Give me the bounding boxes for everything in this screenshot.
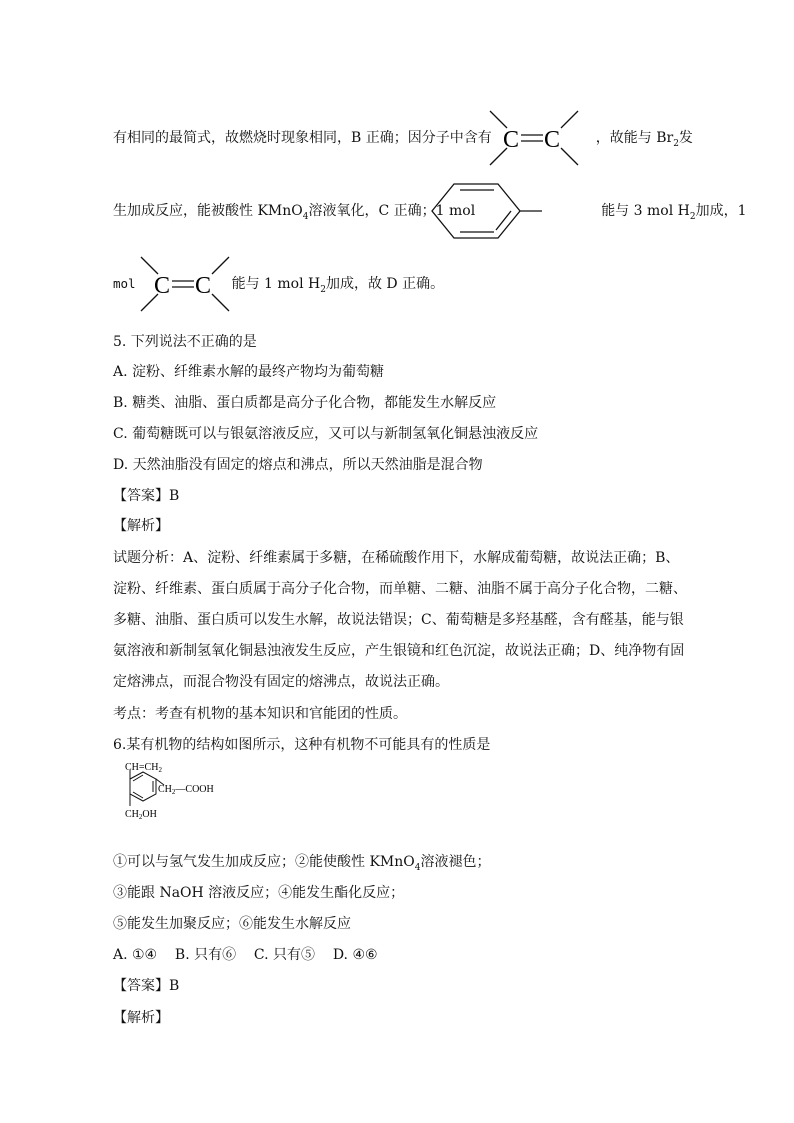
line2-sub-c: 2 [689, 211, 696, 222]
alkene1-carbon-left: C [503, 127, 520, 153]
q5-analysis-line-1: 试题分析：A、淀粉、纤维素属于多糖，在稀硫酸作用下，水解成葡萄糖，故说法正确；B、 [113, 550, 680, 566]
q6-struct-bottom-tail: OH [142, 809, 157, 820]
q5-option-c: C. 葡萄糖既可以与银氨溶液反应，又可以与新制氢氧化铜悬浊液反应 [113, 426, 539, 442]
svg-text:CH2—COOH [158, 784, 214, 796]
text-line-1 [113, 128, 693, 154]
q6-struct-right-tail: —COOH [175, 784, 214, 795]
q5-option-a: A. 淀粉、纤维素水解的最终产物均为葡萄糖 [113, 364, 385, 380]
line2-text-a: 生加成反应，能被酸性 KMnO [113, 203, 303, 219]
line1-text-b: ，故能与 Br [595, 130, 674, 146]
line1-text-c: 发 [678, 130, 693, 146]
line2-sub-a: 4 [302, 211, 309, 222]
line3-text-b: 能与 1 mol H [231, 276, 321, 292]
q6-answer: 【答案】B [113, 978, 180, 994]
line3-text-a: mol [113, 276, 136, 291]
line1-sub: 2 [673, 138, 679, 149]
line3-text-c: 加成，故 D 正确。 [325, 276, 445, 292]
q5-analysis-line-3: 多糖、油脂、蛋白质可以发生水解，故说法错误；C、葡萄糖是多羟基醛，含有醛基，能与银 [113, 612, 684, 628]
q5-analysis-line-5: 定熔沸点，而混合物没有固定的熔沸点，故说法正确。 [113, 674, 449, 690]
line1-text-a: 有相同的最简式，故燃烧时现象相同，B 正确；因分子中含有 [113, 130, 492, 146]
q6-props1-sub: 4 [414, 862, 421, 873]
q6-props1-b: 溶液褪色； [420, 854, 491, 870]
q6-struct-right-label: CH [158, 784, 172, 795]
line2-text-b: 溶液氧化，C 正确；1 mol [308, 203, 476, 219]
q6-options: A. ①④ B. 只有⑥ C. 只有⑤ D. ④⑥ [113, 947, 378, 963]
q5-analysis-head: 【解析】 [113, 518, 169, 534]
line2-text-c: 能与 3 mol H [601, 203, 690, 219]
q5-analysis-line-2: 淀粉、纤维素、蛋白质属于高分子化合物，而单糖、二糖、油脂不属于高分子化合物，二糖、 [113, 581, 687, 597]
q5-analysis-line-4: 氨溶液和新制氢氧化铜悬浊液发生反应，产生银镜和红色沉淀，故说法正确；D、纯净物有固 [113, 643, 685, 659]
alkene1-carbon-right: C [544, 127, 561, 153]
line2-text-d: 加成，1 [695, 203, 747, 219]
q5-kaodian: 考点：考查有机物的基本知识和官能团的性质。 [113, 706, 407, 722]
alkene-structure-2 [136, 252, 236, 316]
q5-answer: 【答案】B [113, 488, 180, 504]
alkene-structure-1 [485, 106, 585, 170]
q6-analysis-head: 【解析】 [113, 1010, 169, 1026]
text-line-2 [113, 201, 747, 227]
q6-props-line-1 [113, 852, 688, 878]
q6-molecule-structure [112, 762, 242, 842]
q5-option-b: B. 糖类、油脂、蛋白质都是高分子化合物，都能发生水解反应 [113, 395, 497, 411]
q6-struct-top-label: CH=CH [125, 762, 159, 773]
line3-sub: 2 [320, 284, 326, 295]
q6-stem: 6.某有机物的结构如图所示，这种有机物不可能具有的性质是 [113, 737, 491, 753]
q6-props-line-3: ⑤能发生加聚反应；⑥能发生水解反应 [113, 916, 351, 932]
q6-props1-a: ①可以与氢气发生加成反应；②能使酸性 KMnO [113, 854, 415, 870]
q5-option-d: D. 天然油脂没有固定的熔点和沸点，所以天然油脂是混合物 [113, 457, 483, 473]
q6-struct-bottom-label: CH [125, 809, 139, 820]
svg-text:CH=CH2 [125, 762, 162, 774]
svg-text:CH2OH [125, 809, 157, 821]
q6-struct-right-sub: 2 [171, 788, 176, 796]
q5-stem: 5. 下列说法不正确的是 [113, 334, 257, 350]
q6-struct-top-sub: 2 [158, 766, 162, 774]
q6-props-line-2: ③能跟 NaOH 溶液反应；④能发生酯化反应； [113, 885, 405, 901]
alkene2-carbon-right: C [195, 273, 212, 299]
phenyl-structure [430, 180, 550, 242]
q6-struct-bottom-sub: 2 [138, 813, 143, 821]
alkene2-carbon-left: C [154, 273, 171, 299]
